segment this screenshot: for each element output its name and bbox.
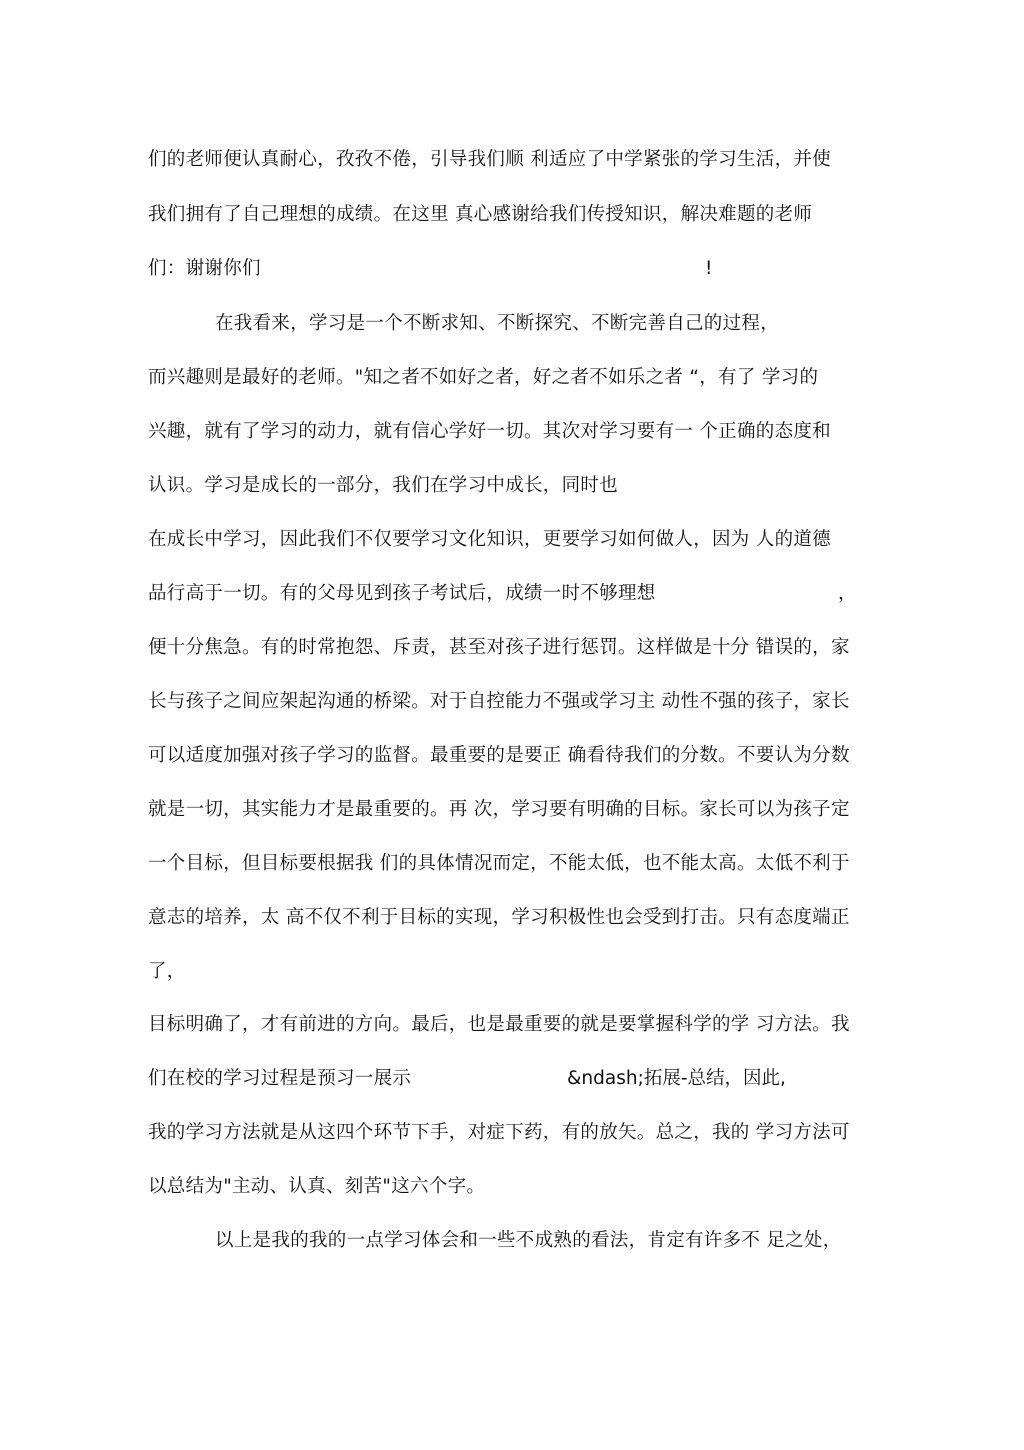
- text-line: 目标明确了，才有前进的方向。最后，也是最重要的就是要掌握科学的学 习方法。我: [148, 1014, 850, 1035]
- text-line: 兴趣，就有了学习的动力，就有信心学好一切。其次对学习要有一 个正确的态度和: [148, 421, 831, 442]
- exclamation-mark: !: [705, 258, 713, 279]
- text-line: 可以适度加强对孩子学习的监督。最重要的是要正 确看待我们的分数。不要认为分数: [148, 745, 850, 766]
- paragraph-start: 以上是我的我的一点学习体会和一些不成熟的看法，肯定有许多不 足之处，: [215, 1230, 842, 1251]
- text-line: 们的老师便认真耐心，孜孜不倦，引导我们顺 利适应了中学紧张的学习生活，并使: [148, 149, 831, 170]
- trailing-comma: ，: [838, 583, 857, 604]
- text-line: 我们拥有了自己理想的成绩。在这里 真心感谢给我们传授知识，解决难题的老师: [148, 204, 813, 225]
- text-line: 们在校的学习过程是预习一展示: [148, 1068, 412, 1089]
- text-line: 就是一切，其实能力才是最重要的。再 次，学习要有明确的目标。家长可以为孩子定: [148, 799, 850, 820]
- text-line-tail: &ndash;拓展-总结，因此,: [567, 1068, 786, 1089]
- paragraph-start: 在我看来，学习是一个不断求知、不断探究、不断完善自己的过程，: [215, 313, 780, 334]
- text-line: 认识。学习是成长的一部分，我们在学习中成长，同时也: [148, 475, 619, 496]
- text-line: 我的学习方法就是从这四个环节下手，对症下药，有的放矢。总之，我的 学习方法可: [148, 1122, 850, 1143]
- text-line: 一个目标，但目标要根据我 们的具体情况而定，不能太低，也不能太高。太低不利于: [148, 853, 850, 874]
- text-line: 在成长中学习，因此我们不仅要学习文化知识，更要学习如何做人，因为 人的道德: [148, 529, 831, 550]
- text-line: 了，: [148, 961, 186, 982]
- text-line: 品行高于一切。有的父母见到孩子考试后，成绩一时不够理想: [148, 583, 656, 604]
- text-line: 们：谢谢你们: [148, 258, 261, 279]
- text-line: 长与孩子之间应架起沟通的桥梁。对于自控能力不强或学习主 动性不强的孩子，家长: [148, 691, 850, 712]
- text-line: 意志的培养，太 高不仅不利于目标的实现，学习积极性也会受到打击。只有态度端正: [148, 907, 850, 928]
- text-line: 以总结为"主动、认真、刻苦"这六个字。: [148, 1176, 486, 1197]
- text-line: 而兴趣则是最好的老师。"知之者不如好之者，好之者不如乐之者 “，有了 学习的: [148, 367, 819, 388]
- text-line: 便十分焦急。有的时常抱怨、斥责，甚至对孩子进行惩罚。这样做是十分 错误的，家: [148, 637, 850, 658]
